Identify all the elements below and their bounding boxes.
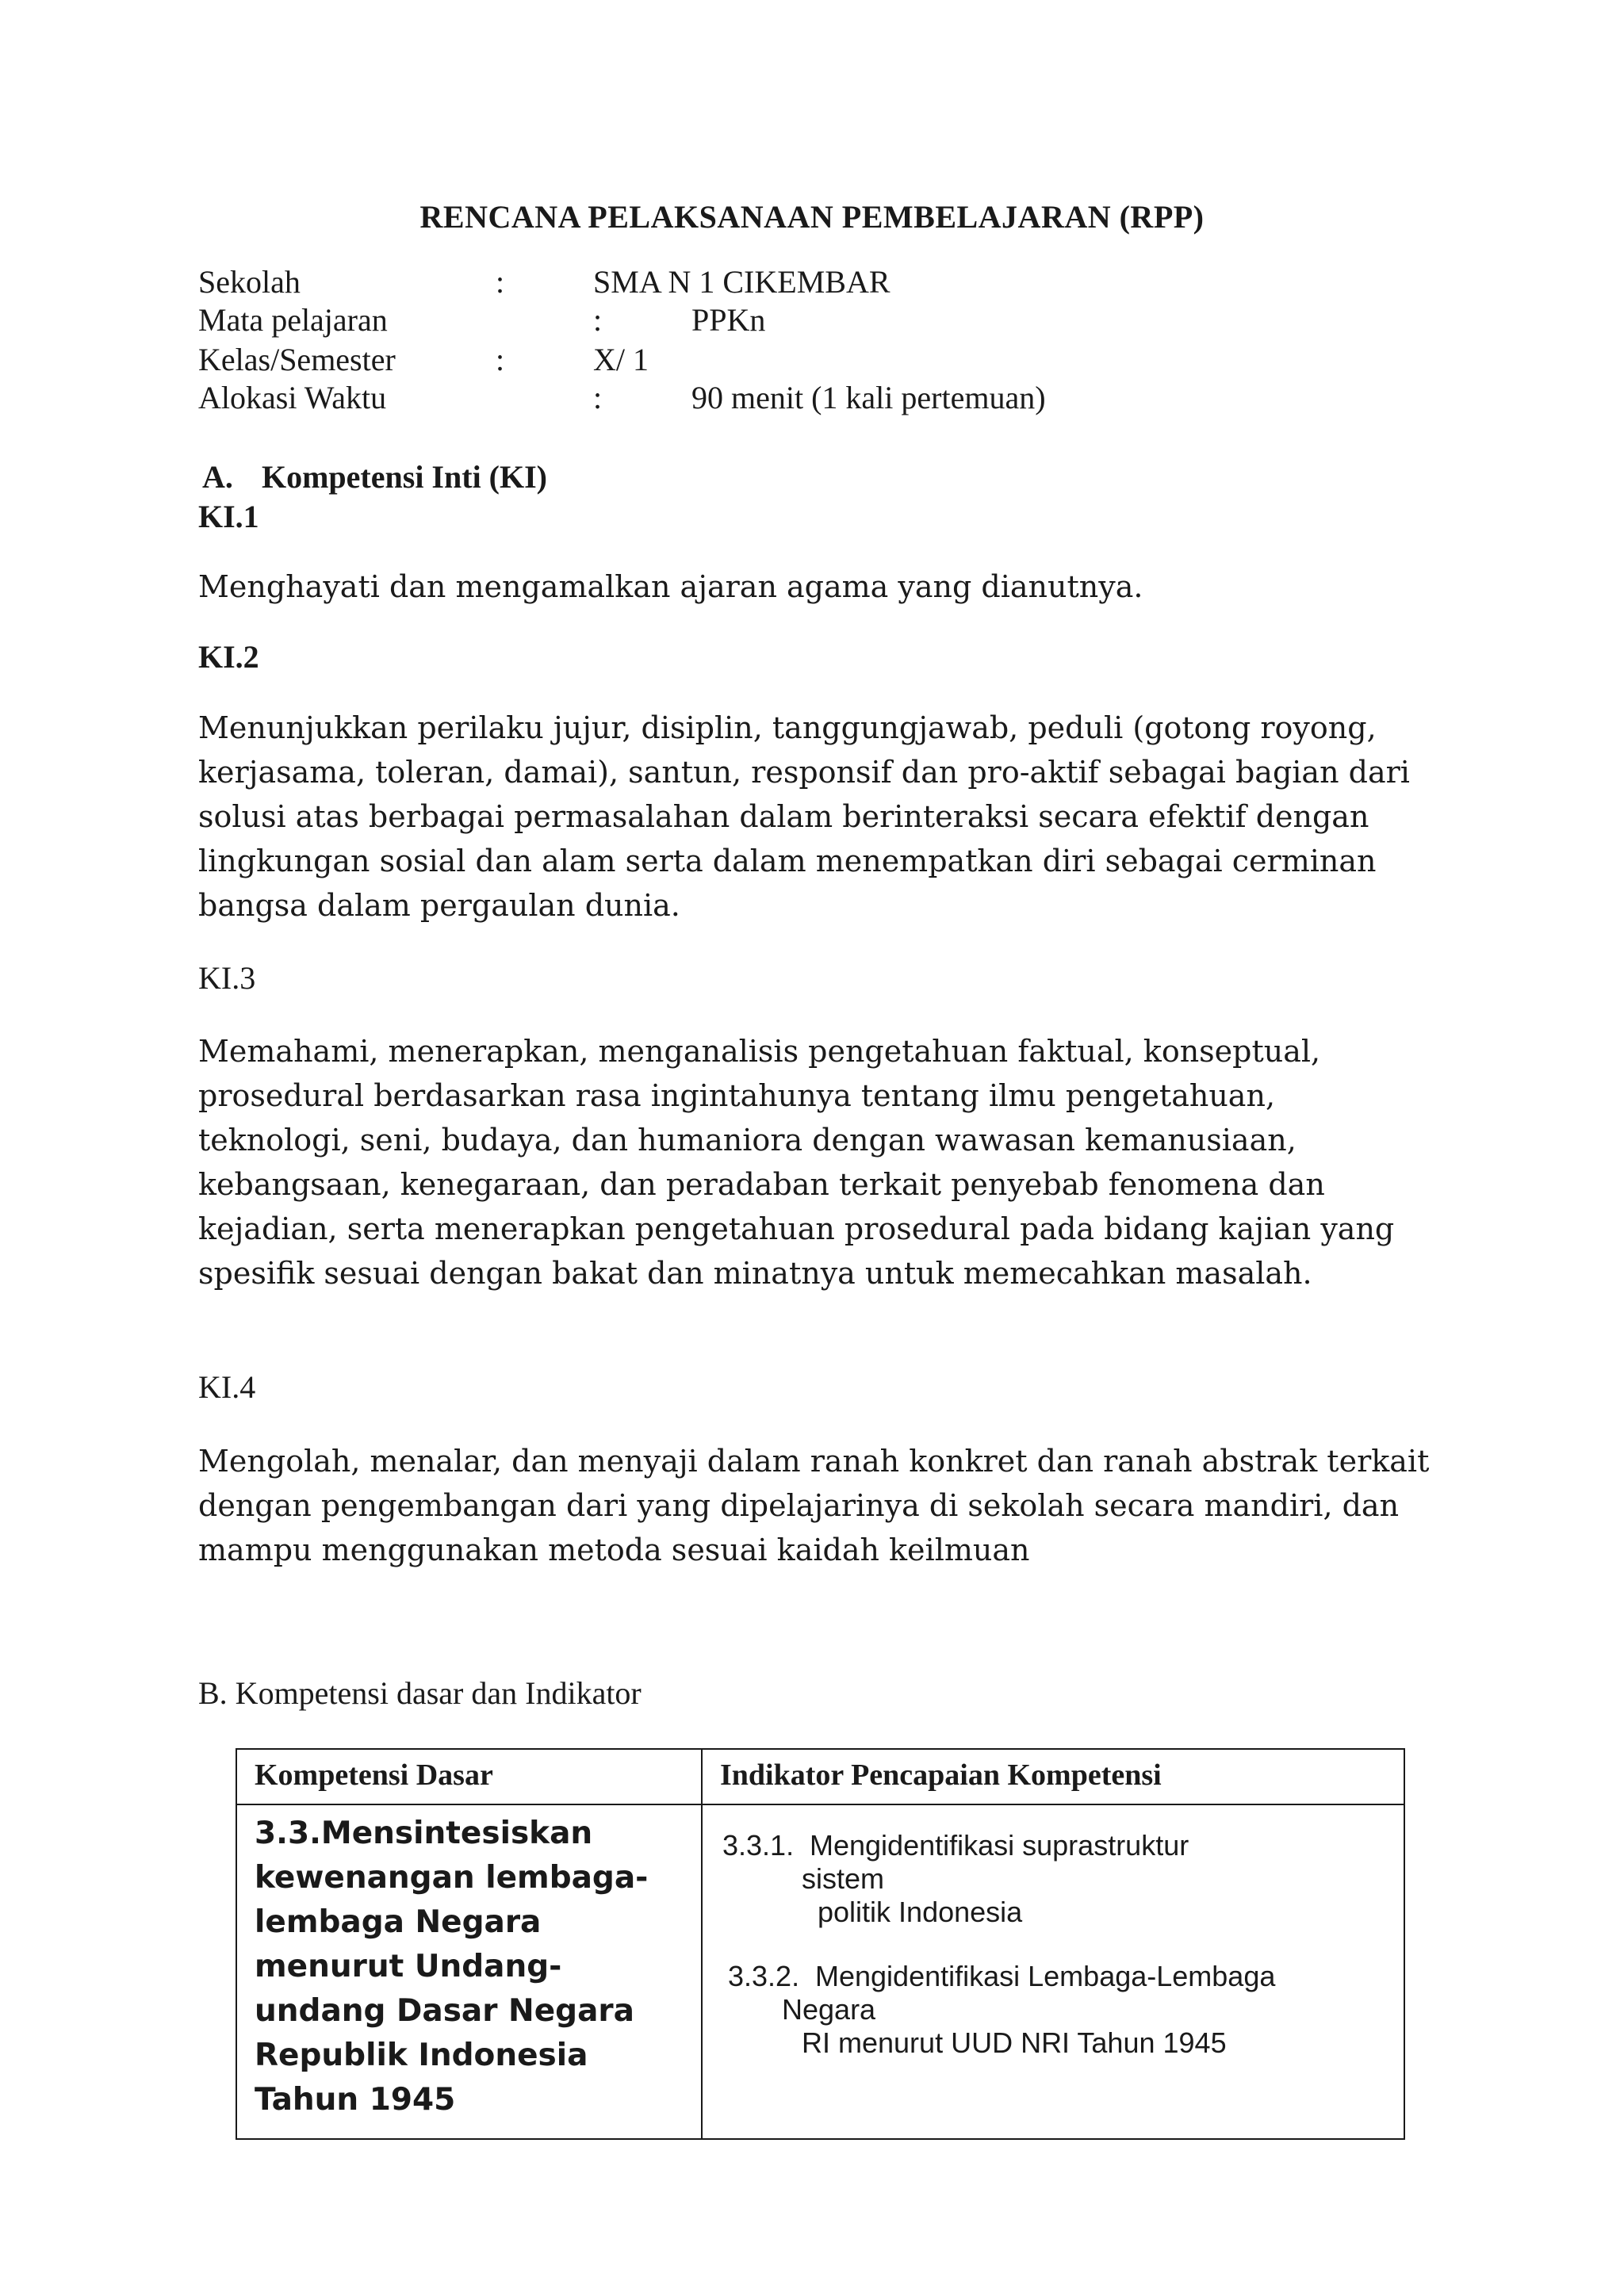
- info-value-class: X/ 1: [593, 342, 649, 377]
- document-title: RENCANA PELAKSANAAN PEMBELAJARAN (RPP): [419, 199, 1205, 235]
- info-value-subject: PPKn: [691, 302, 766, 338]
- ki1-label: KI.1: [198, 499, 259, 534]
- info-sep-school: :: [496, 264, 505, 300]
- ki4-text: Mengolah, menalar, dan menyaji dalam ranah konkret dan ranah abstrak terkait dengan pengembangan dari yang dipelajarinya di sekolah secara mandiri, dan mampu menggunakan metoda sesuai kaidah keilmuan: [198, 1444, 1430, 1567]
- competency-table: [236, 1748, 1405, 2140]
- info-value-school: SMA N 1 CIKEMBAR: [593, 264, 891, 300]
- ki1-text: Menghayati dan mengamalkan ajaran agama yang dianutnya.: [198, 569, 1143, 604]
- indicator-list: [703, 1805, 1404, 2079]
- section-a-marker: A.: [202, 459, 233, 495]
- indicator-1-line-2: sistem: [802, 1862, 885, 1895]
- header-kompetensi-dasar: Kompetensi Dasar: [236, 1749, 702, 1804]
- table-row: [236, 1804, 1404, 2139]
- info-sep-subject: :: [593, 302, 603, 338]
- indicator-cell: [702, 1804, 1404, 2139]
- ki4-label: KI.4: [198, 1369, 256, 1405]
- indicator-2-line-1: Mengidentifikasi Lembaga-Lembaga: [815, 1960, 1276, 1992]
- indicator-1-line-1: Mengidentifikasi suprastruktur: [810, 1829, 1189, 1862]
- indicator-1-line-3: politik Indonesia: [818, 1896, 1023, 1928]
- kd-text: 3.3.Mensintesiskan kewenangan lembaga-lembaga Negara menurut Undang-undang Dasar Negara Republik Indonesia Tahun 1945: [255, 1816, 649, 2118]
- indicator-2-number: 3.3.2.: [728, 1960, 800, 1992]
- ki3-label: KI.3: [198, 960, 256, 996]
- section-a-heading: Kompetensi Inti (KI): [262, 459, 547, 495]
- info-label-school: Sekolah: [198, 264, 301, 300]
- indicator-2-line-2: Negara: [782, 1993, 876, 2026]
- section-b-heading: B. Kompetensi dasar dan Indikator: [198, 1675, 642, 1711]
- info-sep-class: :: [496, 342, 505, 377]
- info-label-subject: Mata pelajaran: [198, 302, 388, 338]
- indicator-2-line-3: RI menurut UUD NRI Tahun 1945: [802, 2026, 1227, 2059]
- info-sep-time: :: [593, 380, 603, 415]
- ki3-text: Memahami, menerapkan, menganalisis pengetahuan faktual, konseptual, prosedural berdasarkan rasa ingintahunya tentang ilmu pengetahuan, teknologi, seni, budaya, dan humaniora dengan wawasan kemanusiaan, kebangsaan, kenegaraan, dan peradaban terkait penyebab fenomena dan kejadian, serta menerapkan pengetahuan prosedural pada bidang kajian yang spesifik sesuai dengan bakat dan minatnya untuk memecahkan masalah.: [198, 1034, 1395, 1291]
- indicator-1-number: 3.3.1.: [722, 1829, 795, 1862]
- info-label-class: Kelas/Semester: [198, 342, 396, 377]
- info-value-time: 90 menit (1 kali pertemuan): [691, 380, 1046, 415]
- ki2-text: Menunjukkan perilaku jujur, disiplin, tanggungjawab, peduli (gotong royong, kerjasama, toleran, damai), santun, responsif dan pro-aktif sebagai bagian dari solusi atas berbagai permasalahan dalam berinteraksi secara efektif dengan lingkungan sosial dan alam serta dalam menempatkan diri sebagai cerminan bangsa dalam pergaulan dunia.: [198, 710, 1410, 923]
- table-header-row: [236, 1749, 1404, 1804]
- info-label-time: Alokasi Waktu: [198, 380, 387, 415]
- ki2-label: KI.2: [198, 639, 259, 675]
- header-indikator: Indikator Pencapaian Kompetensi: [702, 1749, 1404, 1804]
- kd-cell: [236, 1804, 702, 2139]
